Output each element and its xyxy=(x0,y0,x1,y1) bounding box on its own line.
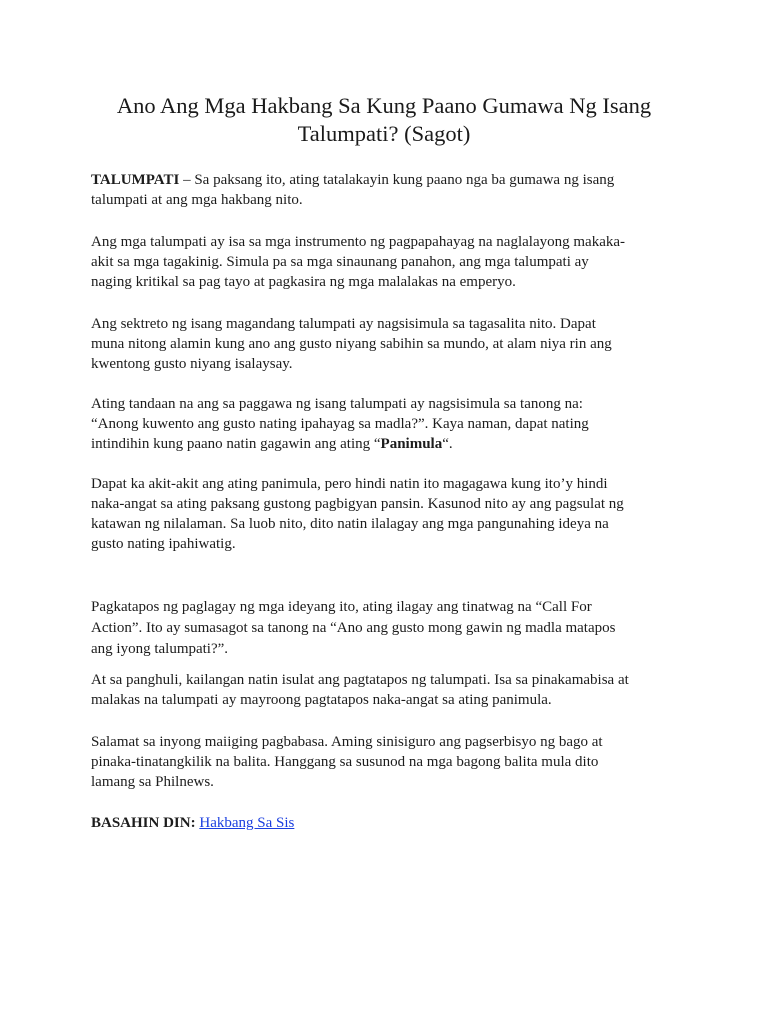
paragraph-line: naka-angat sa ating paksang gustong pagbigyan pansin. Kasunod nito ay ang pagsulat ng xyxy=(91,496,624,512)
paragraph-line: lamang sa Philnews. xyxy=(91,774,214,790)
paragraph-line: ang iyong talumpati?”. xyxy=(91,641,229,657)
paragraph-line: At sa panghuli, kailangan natin isulat ang pagtatapos ng talumpati. Isa sa pinakamabisa at xyxy=(91,672,629,688)
paragraph-line: akit sa mga tagakinig. Simula pa sa mga sinaunang panahon, ang mga talumpati ay xyxy=(91,254,589,270)
paragraph-line: “Anong kuwento ang gusto nating ipahayag sa madla?”. Kaya naman, dapat nating xyxy=(91,416,589,432)
page-title xyxy=(80,92,688,148)
paragraph-line: Ang sektreto ng isang magandang talumpati ay nagsisimula sa tagasalita nito. Dapat xyxy=(91,316,596,332)
paragraph-line: talumpati at ang mga hakbang nito. xyxy=(91,192,303,208)
term-talumpati: TALUMPATI xyxy=(91,172,180,188)
paragraph-line: muna nitong alamin kung ano ang gusto niyang sabihin sa mundo, at alam niya rin ang xyxy=(91,336,612,352)
body-paragraph xyxy=(91,597,691,660)
paragraph-text: – Sa paksang ito, ating tatalakayin kung paano nga ba gumawa ng isang xyxy=(179,172,615,188)
paragraph-line: Ang mga talumpati ay isa sa mga instrumento ng pagpapahayag na naglalayong makaka- xyxy=(91,234,626,250)
body-paragraph xyxy=(91,394,691,454)
paragraph-text: intindihin kung paano natin gagawin ang ating “ xyxy=(91,436,381,452)
paragraph-line: Action”. Ito ay sumasagot sa tanong na “Ano ang gusto mong gawin ng madla matapos xyxy=(91,620,616,636)
paragraph-line xyxy=(91,813,691,833)
body-paragraph xyxy=(91,314,691,374)
paragraph-text: “. xyxy=(442,436,453,452)
paragraph-line: Ating tandaan na ang sa paggawa ng isang talumpati ay nagsisimula sa tanong na: xyxy=(91,396,583,412)
intro-paragraph xyxy=(91,170,691,210)
body-paragraph xyxy=(91,232,691,292)
paragraph-line: malakas na talumpati ay mayroong pagtatapos naka-angat sa ating panimula. xyxy=(91,692,552,708)
paragraph-line xyxy=(91,170,691,190)
paragraph-line: kwentong gusto niyang isalaysay. xyxy=(91,356,293,372)
title-line: Ano Ang Mga Hakbang Sa Kung Paano Gumawa Ng Isang xyxy=(116,93,652,118)
read-also-section xyxy=(91,813,691,833)
paragraph-line: Salamat sa inyong maiiging pagbabasa. Aming sinisiguro ang pagserbisyo ng bago at xyxy=(91,734,603,750)
paragraph-line: Pagkatapos ng paglagay ng mga ideyang ito, ating ilagay ang tinatwag na “Call For xyxy=(91,599,592,615)
paragraph-line xyxy=(91,434,691,454)
title-line: Talumpati? (Sagot) xyxy=(297,121,471,146)
body-paragraph xyxy=(91,474,691,554)
body-paragraph xyxy=(91,670,691,710)
closing-paragraph xyxy=(91,732,691,792)
paragraph-line: gusto nating ipahiwatig. xyxy=(91,536,236,552)
related-article-link[interactable]: Hakbang Sa Sis xyxy=(199,815,295,831)
paragraph-line: naging kritikal sa pag tayo at pagkasira ng mga malalakas na emperyo. xyxy=(91,274,516,290)
paragraph-line: pinaka-tinatangkilik na balita. Hanggang sa susunod na mga bagong balita mula dito xyxy=(91,754,599,770)
paragraph-line: Dapat ka akit-akit ang ating panimula, pero hindi natin ito magagawa kung ito’y hindi xyxy=(91,476,608,492)
paragraph-line: katawan ng nilalaman. Sa luob nito, dito natin ilalagay ang mga pangunahing ideya na xyxy=(91,516,609,532)
term-panimula: Panimula xyxy=(380,436,443,452)
read-also-label: BASAHIN DIN: xyxy=(91,815,196,831)
